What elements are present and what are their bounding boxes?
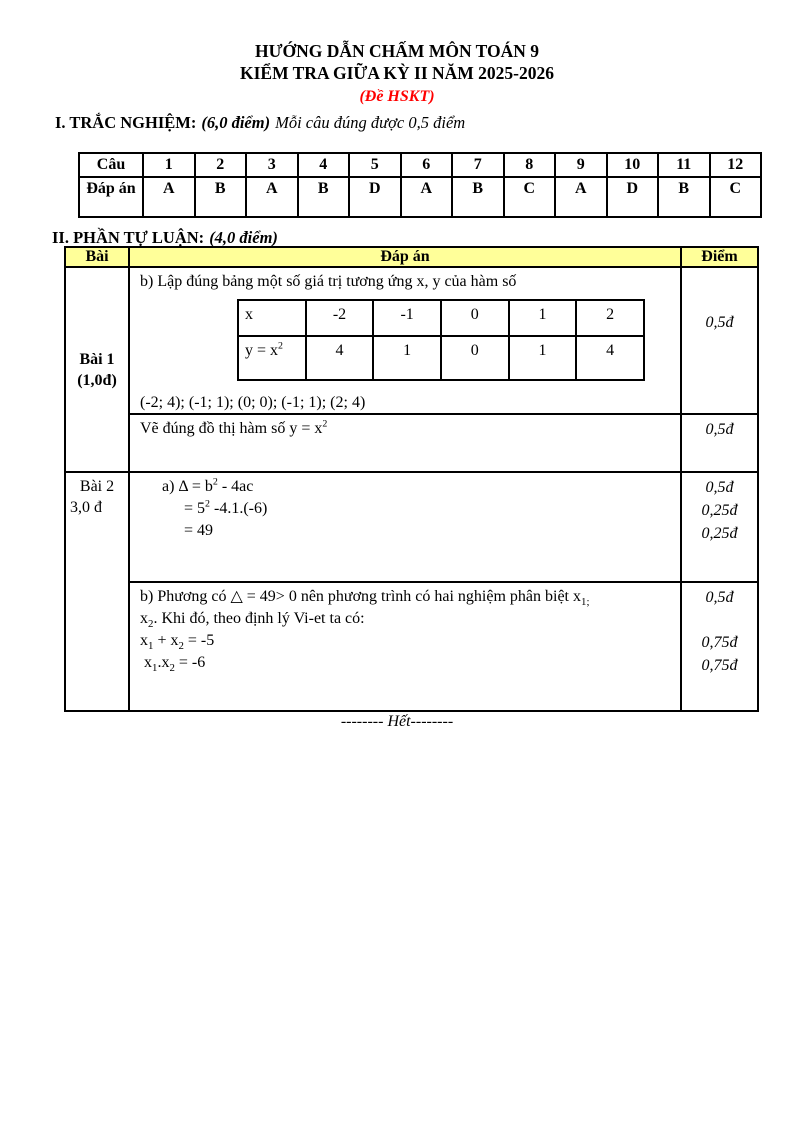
bai2-partb-content	[129, 582, 681, 711]
answer-cell: C	[504, 177, 556, 217]
question-number: 7	[452, 153, 504, 177]
section2-title: II. PHẦN TỰ LUẬN:	[52, 228, 205, 247]
answer-cell: C	[710, 177, 762, 217]
score-line	[682, 609, 757, 631]
question-number: 10	[607, 153, 659, 177]
section1-heading	[55, 112, 465, 133]
answer-row	[79, 177, 761, 217]
bai1-partb-score: 0,5đ	[681, 267, 758, 414]
y-row-label: $y = x^2$	[238, 336, 306, 380]
essay-answer-table	[64, 246, 759, 712]
answer-cell: A	[555, 177, 607, 217]
delta-substitution-line: = $5^2$ -4.1.(-6)	[184, 498, 268, 517]
question-number: 8	[504, 153, 556, 177]
question-number: 3	[246, 153, 298, 177]
bai1-graph-score: 0,5đ	[681, 414, 758, 472]
question-number: 1	[143, 153, 195, 177]
question-number: 12	[710, 153, 762, 177]
document-title-line2: KIỂM TRA GIỮA KỲ II NĂM 2025-2026	[239, 63, 555, 83]
bai2-partb-scores	[681, 582, 758, 711]
answer-cell: D	[349, 177, 401, 217]
bai1-partb-intro: b) Lập đúng bảng một số giá trị tương ứng x, y của hàm số	[140, 273, 517, 290]
bai2-label: Bài 2	[79, 478, 115, 495]
column-header-bai: Bài	[65, 247, 129, 267]
answer-cell: A	[401, 177, 453, 217]
answer-cell: A	[246, 177, 298, 217]
question-number: 5	[349, 153, 401, 177]
answer-cell: D	[607, 177, 659, 217]
section2-heading	[52, 227, 283, 248]
question-number: 11	[658, 153, 710, 177]
section1-title: I. TRẮC NGHIỆM:	[55, 113, 197, 132]
score-line: 0,25đ	[701, 525, 738, 542]
answer-cell: B	[195, 177, 247, 217]
x-value-row	[238, 300, 644, 336]
document-title-line1: HƯỚNG DẪN CHẤM MÔN TOÁN 9	[254, 41, 540, 61]
delta-result-line: = 49	[184, 522, 214, 539]
column-header-diem: Điểm	[681, 247, 758, 267]
vieta-sum-line: $x_1 + x_2 = -5$	[140, 632, 215, 653]
title-block	[0, 40, 794, 108]
xy-value-table	[237, 299, 645, 381]
x-value: 0	[441, 300, 509, 336]
question-number: 2	[195, 153, 247, 177]
x-row-label: x	[238, 300, 306, 336]
answer-cell: A	[143, 177, 195, 217]
bai1-partb-content	[129, 267, 681, 414]
exam-code-subtitle: (Đề HSKT)	[359, 88, 435, 105]
bai1-graph-content: Vẽ đúng đồ thị hàm số $y = x^2$	[129, 414, 681, 472]
score-line: 0,5đ	[705, 589, 734, 606]
y-value: 1	[373, 336, 441, 380]
question-number-row	[79, 153, 761, 177]
vieta-intro-line1: b) Phương có △ = 49> 0 nên phương trình có hai nghiệm phân biệt $x_{1;}$	[140, 588, 590, 609]
bai1-points: (1,0đ)	[77, 371, 117, 389]
answer-cell: B	[452, 177, 504, 217]
bai2-parta-scores	[681, 472, 758, 582]
score-line: 0,75đ	[701, 657, 738, 674]
essay-table-header-row	[65, 247, 758, 267]
column-header-dap-an: Đáp án	[129, 247, 681, 267]
question-number: 6	[401, 153, 453, 177]
question-number: 4	[298, 153, 350, 177]
end-marker: -------- Hết--------	[340, 713, 454, 730]
bai1-label-cell	[65, 267, 129, 472]
question-number: 9	[555, 153, 607, 177]
bai1-row-graph	[65, 414, 758, 472]
bai2-label-cell	[65, 472, 129, 711]
bai2-row-a	[65, 472, 758, 582]
answer-cell: B	[298, 177, 350, 217]
bai1-label: Bài 1	[79, 350, 115, 368]
delta-formula-line: a) $\Delta = b^2 - 4ac$	[162, 476, 254, 495]
bai1-row-b	[65, 267, 758, 414]
coordinate-pairs: (-2; 4); (-1; 1); (0; 0); (-1; 1); (2; 4)	[140, 394, 366, 411]
y-value: 4	[306, 336, 374, 380]
score-line: 0,75đ	[701, 634, 738, 651]
multiple-choice-table	[78, 152, 762, 218]
bai2-points: 3,0 đ	[70, 499, 102, 516]
x-value: 2	[576, 300, 644, 336]
answer-row-label: Đáp án	[79, 177, 143, 217]
score-line: 0,5đ	[705, 479, 734, 496]
vieta-intro-line2: $x_2$. Khi đó, theo định lý Vi-et ta có:	[140, 610, 365, 631]
question-row-label: Câu	[79, 153, 143, 177]
y-value-row	[238, 336, 644, 380]
y-value: 1	[509, 336, 577, 380]
section2-points: (4,0 điểm)	[209, 228, 278, 247]
x-value: -2	[306, 300, 374, 336]
score-line: 0,25đ	[701, 502, 738, 519]
x-value: -1	[373, 300, 441, 336]
y-value: 0	[441, 336, 509, 380]
bai2-parta-content	[129, 472, 681, 582]
bai2-row-b	[65, 582, 758, 711]
y-value: 4	[576, 336, 644, 380]
vieta-product-line: $x_1.x_2 = -6$	[144, 654, 206, 675]
section1-points: (6,0 điểm)	[201, 113, 271, 132]
answer-cell: B	[658, 177, 710, 217]
x-value: 1	[509, 300, 577, 336]
section1-note: Mỗi câu đúng được 0,5 điểm	[275, 113, 466, 132]
